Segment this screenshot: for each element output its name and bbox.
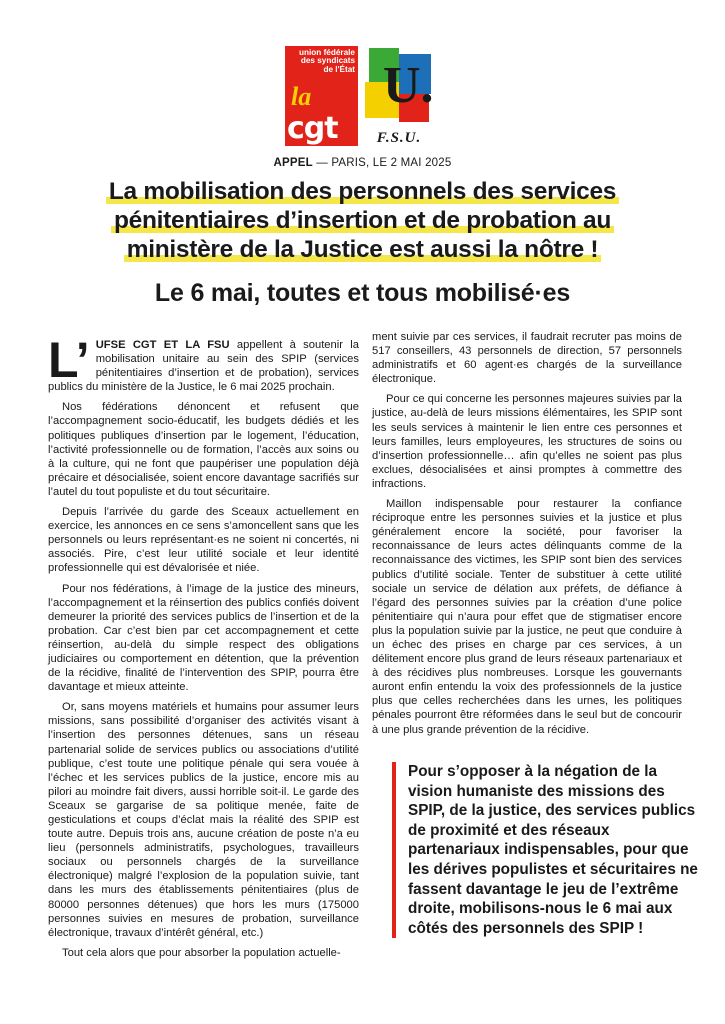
cgt-logo-word: cgt xyxy=(287,111,338,146)
paragraph: Depuis l’arrivée du garde des Sceaux actuellement en exercice, les annonces en ce sens s’amoncellent sans que les personnels ou leurs représentant·es ne soient ni concertés, ni associés. Pire, c’est leur utilité sociale et leur identité professionnelle qui est dévalorisée et niée. xyxy=(48,506,359,575)
appel-label: APPEL xyxy=(273,157,313,169)
intro-text: appellent à soutenir la mobilisation unitaire au sein des SPIP (services pénitentiaires d’insertion et de probation), services publics du ministère de la Justice, le 6 mai 2025 prochain. xyxy=(48,339,359,394)
paragraph: Or, sans moyens matériels et humains pour assumer leurs missions, sans possibilité d’organiser des activités visant à l’insertion des personnes détenues, sans un réseau partenarial solide de services publics ou associations d’utilité publique, c’est toute une politique pénale qui sera vouée à l’échec et les services publics de la justice, encore mis au pilori au moindre fait divers, aussi horrible soit-il. Le garde des Sceaux se gargarise de sa politique menée, faite de gesticulations et coups d’éclat mais la réalité des SPIP est toute autre. Depuis trois ans, aucune création de poste n’a eu lieu (personnels administratifs, psychologues, travailleurs sociaux ou personnels chargés de la surveillance électronique) malgré l’explosion de la population suivie, tant dans les murs des établissements pénitentiaires (plus de 80000 personnes détenues) que hors les murs (175000 personnes suivies en mesures de probation, surveillance électronique, travaux d’intérêt général, etc.) xyxy=(48,701,359,939)
fsu-logo xyxy=(363,46,435,146)
cgt-logo-line: union fédérale xyxy=(299,48,355,57)
fsu-logo-text: F.S.U. xyxy=(376,130,422,146)
fsu-logo-letter: U. xyxy=(383,57,434,114)
cgt-logo-union-text xyxy=(299,49,355,74)
cgt-logo-la: la xyxy=(291,82,312,111)
title-line-2: pénitentiaires d’insertion et de probation au xyxy=(111,207,614,234)
title-line-3: ministère de la Justice est aussi la nôtre ! xyxy=(124,236,602,263)
appel-date: — PARIS, LE 2 MAI 2025 xyxy=(312,157,452,169)
paragraph: Nos fédérations dénoncent et refusent que l’accompagnement socio-éducatif, les budgets dédiés et les politiques publiques d’insertion par le logement, l’éducation, l’activité professionnelle ou de formation, l’accès aux soins ou à la culture, qui ne font que paupériser une population déjà précaire et désocialisée, soient encore davantage sacrifiés sur l’autel du tout populiste et du tout sécuritaire. xyxy=(48,401,359,498)
paragraph-continuation: ment suivie par ces services, il faudrait recruter pas moins de 517 conseillers, 43 personnels de direction, 57 personnels administratifs et 60 agent·es chargés de la surveillance électronique. xyxy=(372,331,682,386)
page-title xyxy=(30,177,695,264)
right-column xyxy=(372,330,682,743)
paragraph: Pour ce qui concerne les personnes majeures suivies par la justice, au-delà de leurs missions élémentaires, les SPIP sont les seuls services à maintenir le lien entre ces personnes et leurs familles, leurs employeures, les structures de soins ou d’insertion professionnelle… afin qu’elles ne soient pas plus exclues, désocialisées et ainsi promptes à commettre des infractions. xyxy=(372,393,683,490)
callout-box: Pour s’opposer à la négation de la vision humaniste des missions des SPIP, de la justice, des services publics de proximité et des réseaux partenariaux indispensables, pour que les dérives populistes et sécuritaires ne fassent davantage le jeu de l’extrême droite, mobilisons-nous le 6 mai aux côtés des personnels des SPIP ! xyxy=(392,762,698,938)
cgt-logo-line: des syndicats xyxy=(300,56,355,66)
page-subtitle: Le 6 mai, toutes et tous mobilisé·es xyxy=(154,279,571,307)
paragraph: Pour nos fédérations, à l’image de la justice des mineurs, l’accompagnement et la réinsertion des publics confiés doivent demeurer la priorité des services publics de l’insertion et de la probation. Car c’est bien par cet accompagnement et cette réinsertion, au-delà du simple respect des obligations judiciaires ou comportement en détention, que la prévention de la récidive, finalité de l’intervention des SPIP, pourra être davantage et mieux atteinte. xyxy=(48,582,359,694)
intro-lead: UFSE CGT ET LA FSU xyxy=(95,339,230,351)
appel-dateline xyxy=(0,157,725,169)
intro-paragraph xyxy=(48,332,359,394)
paragraph: Maillon indispensable pour restaurer la confiance réciproque entre les personnes suivies et la justice et plus généralement encore la société, pour favoriser la reconnaissance de leurs actes délinquants comme de la reconnaissance des victimes, les SPIP sont bien des services publics d’utilité sociale. Tenter de substituer à cette utilité sociale un service de délation aux préfets, de défiance à l’égard des personnes suivies par la création d’une police pénitentiaire qui n’aura pour effet que de stigmatiser encore plus la population suivie par la justice, ne peut que conduire à un échec des prises en charge par ces services, à un délitement encore plus grand de leurs réseaux partenariaux et à des récidives plus nombreuses. Lorsque les gouvernants auront enfin entendu la voix des professionnels de la justice plus que celles recherchées dans les urnes, les politiques pénales pourront être réformées dans le seul but de concourir à une plus grande prévention de la récidive. xyxy=(372,498,682,736)
drop-cap: L’ xyxy=(48,332,90,388)
left-column xyxy=(48,332,359,966)
paragraph: Tout cela alors que pour absorber la population actuelle- xyxy=(62,946,341,959)
cgt-logo xyxy=(285,46,358,146)
cgt-logo-line: de l'État xyxy=(323,64,355,74)
title-line-1: La mobilisation des personnels des services xyxy=(106,178,619,205)
